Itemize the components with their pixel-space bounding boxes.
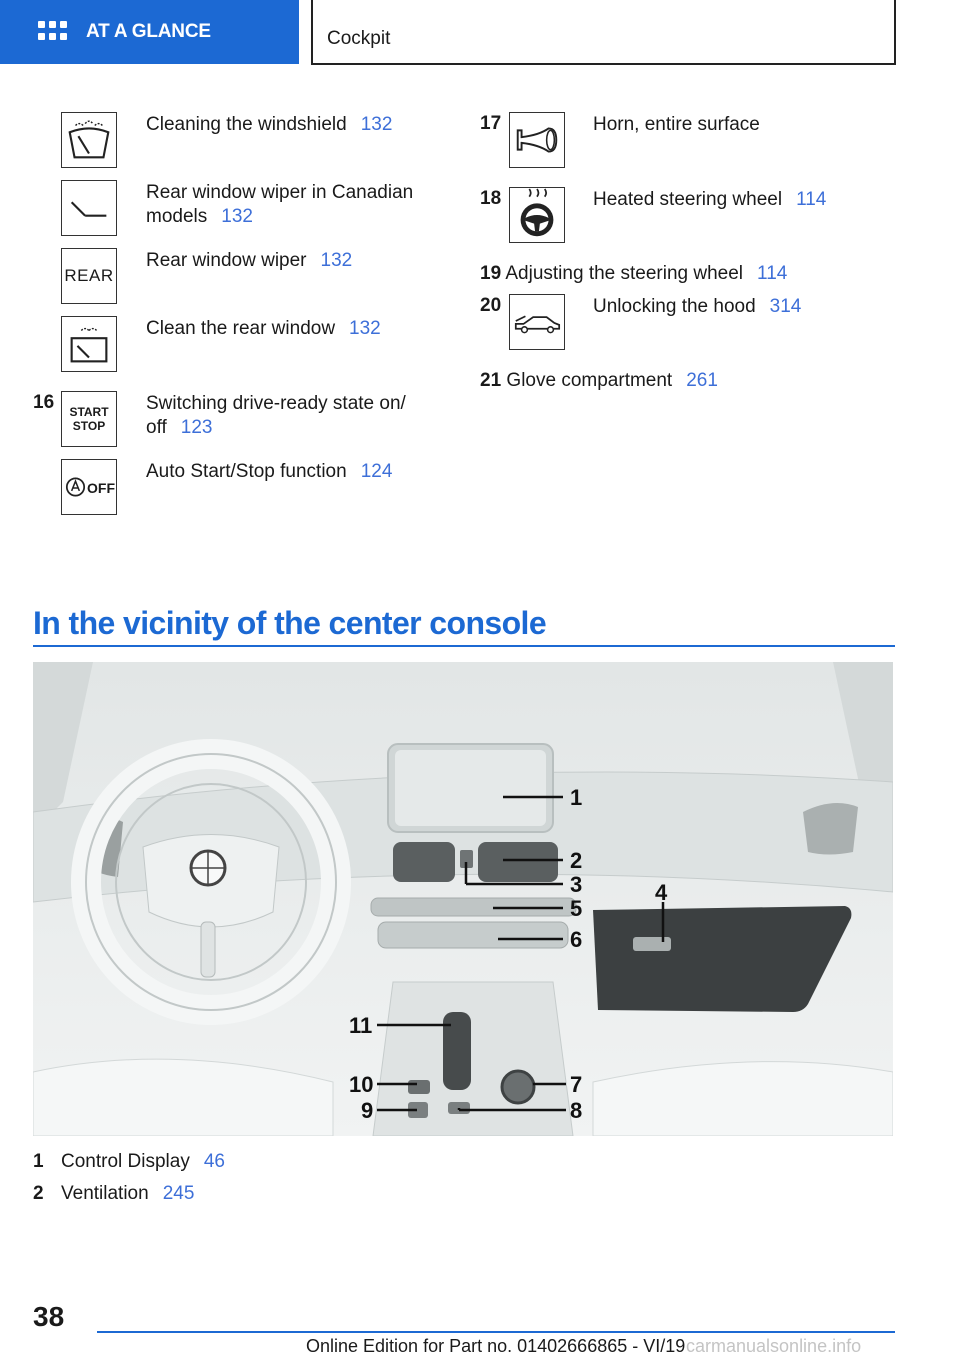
page-link[interactable]: 114 (757, 263, 788, 284)
grid-menu-icon (38, 21, 66, 43)
header-section-tab[interactable] (0, 0, 299, 64)
page-link[interactable]: 124 (360, 461, 393, 482)
callout-3: 3 (570, 872, 583, 897)
item-hood-text: Unlocking the hood 314 (593, 296, 802, 317)
page-link[interactable]: 46 (203, 1151, 225, 1172)
item-rear-wiper-text: Rear window wiper 132 (146, 250, 353, 271)
item-start-stop-text: Switching drive-ready state on/ off 123 (146, 393, 406, 438)
callout-11: 11 (349, 1013, 373, 1038)
item-number: 20 (480, 295, 502, 316)
list-number: 2 (33, 1183, 44, 1204)
header-chapter-label: Cockpit (327, 28, 391, 49)
item-number: 18 (480, 188, 502, 209)
item-adjust-wheel: 19 Adjusting the steering wheel 114 (480, 263, 788, 284)
rear-window-wash-icon (61, 316, 117, 372)
item-horn-text: Horn, entire surface (593, 114, 760, 135)
callout-7: 7 (570, 1072, 583, 1097)
item-number: 16 (33, 392, 55, 413)
hood-icon (509, 294, 565, 350)
windshield-wiper-icon (61, 112, 117, 168)
list-item: Control Display 46 (61, 1151, 225, 1172)
horn-icon (509, 112, 565, 168)
watermark: carmanualsonline.info (686, 1336, 862, 1356)
item-windshield-text: Cleaning the windshield 132 (146, 114, 393, 135)
header-chapter (311, 0, 896, 65)
page-link[interactable]: 132 (320, 250, 353, 271)
rear-label-icon: REAR (61, 248, 117, 304)
header-section-label: AT A GLANCE (86, 21, 211, 42)
footer-edition: Online Edition for Part no. 01402666865 - VI/19 (306, 1336, 686, 1356)
page-link[interactable]: 245 (162, 1183, 195, 1204)
page-link[interactable]: 114 (796, 189, 827, 210)
page-link[interactable]: 132 (349, 318, 381, 339)
footer-divider (97, 1331, 895, 1333)
rear-wiper-canadian-icon (61, 180, 117, 236)
section-title: In the vicinity of the center console (33, 605, 547, 641)
list-item: Ventilation 245 (61, 1183, 195, 1204)
page-link[interactable]: 132 (360, 114, 393, 135)
page-link[interactable]: 132 (221, 206, 253, 227)
page-link[interactable]: 261 (686, 370, 718, 391)
auto-start-stop-off-icon: OFF (61, 459, 117, 515)
item-auto-start-stop-text: Auto Start/Stop function 124 (146, 461, 393, 482)
item-glove-compartment: 21 Glove compartment 261 (480, 370, 718, 391)
callout-4: 4 (655, 880, 668, 905)
callout-5: 5 (570, 896, 583, 921)
item-rear-wiper-canadian-text: Rear window wiper in Canadian models 132 (146, 182, 414, 227)
item-heated-wheel-text: Heated steering wheel 114 (593, 189, 827, 210)
list-number: 1 (33, 1151, 44, 1172)
start-stop-icon: START STOP (61, 391, 117, 447)
page-number: 38 (33, 1301, 65, 1332)
callout-6: 6 (570, 927, 583, 952)
callout-9: 9 (361, 1098, 374, 1123)
item-number: 17 (480, 113, 502, 134)
callout-2: 2 (570, 848, 583, 873)
page-link[interactable]: 123 (180, 417, 213, 438)
heated-steering-wheel-icon (509, 187, 565, 243)
center-console-illustration (33, 662, 893, 1136)
callout-10: 10 (349, 1072, 374, 1097)
section-divider (33, 645, 895, 647)
page-link[interactable]: 314 (769, 296, 802, 317)
callout-1: 1 (570, 785, 583, 810)
callout-8: 8 (570, 1098, 583, 1123)
item-clean-rear-window-text: Clean the rear window 132 (146, 318, 381, 339)
